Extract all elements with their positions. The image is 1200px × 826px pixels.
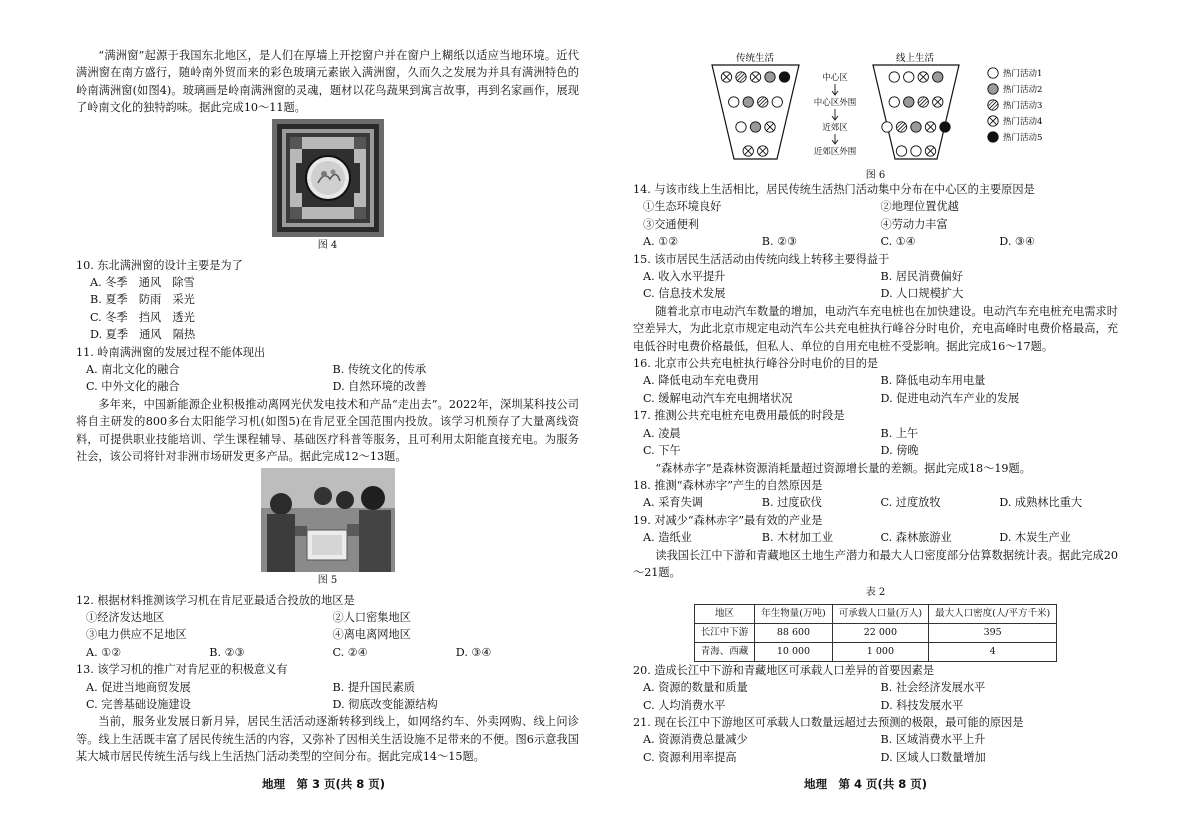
- legend-label: 热门活动1: [1003, 69, 1043, 79]
- q15-option-b: B. 居民消费偏好: [880, 270, 963, 284]
- activity-distribution-diagram: [633, 51, 1118, 163]
- q12-option-b: B. ②③: [209, 645, 245, 659]
- q20-option-b: B. 社会经济发展水平: [880, 681, 986, 695]
- q12-option-c: C. ②④: [332, 645, 368, 659]
- figure-4: [76, 119, 579, 255]
- intro-manchu-window: “满洲窗”起源于我国东北地区，是人们在厚墙上开挖窗户并在窗户上糊纸以适应当地环境。近代满洲窗在南方盛行，随岭南外贸而来的彩色玻璃元素嵌入满洲窗，久而久之发展为并具有满洲特色的岭南满洲窗(如图4)。玻璃画是岭南满洲窗的灵魂，题材以花鸟蔬果到寓言故事，再到名家画作，展现了岭南文化的独特韵味。据此完成10～11题。: [76, 49, 579, 115]
- legend-label: 热门活动4: [1003, 117, 1043, 127]
- q19-options: [633, 529, 1118, 546]
- zone-labels: [814, 72, 857, 157]
- q14-options: [633, 233, 1118, 250]
- online-marker-1: [911, 146, 921, 156]
- q14-item-4: ④劳动力丰富: [880, 217, 948, 231]
- q15-option-c: C. 信息技术发展: [643, 287, 726, 301]
- online-marker-1: [882, 122, 892, 132]
- q19-option-a: A. 造纸业: [643, 531, 692, 545]
- q21-option-b: B. 区域消费水平上升: [880, 733, 986, 747]
- q20-options: [633, 679, 1118, 714]
- table-cell: 4: [929, 642, 1057, 661]
- q12-stem: 12. 根据材料推测该学习机在肯尼亚最适合投放的地区是: [76, 593, 355, 607]
- q12-options: [76, 644, 579, 661]
- q14-option-c: C. ①④: [880, 235, 916, 249]
- legend-label: 热门活动2: [1003, 85, 1043, 95]
- table-header: 地区: [694, 604, 755, 623]
- zone-label: 近郊区: [822, 123, 848, 133]
- table-cell: 10 000: [755, 642, 832, 661]
- q13-options: [76, 679, 579, 714]
- q18-option-b: B. 过度砍伐: [761, 496, 822, 510]
- q21-option-a: A. 资源消费总量减少: [643, 733, 748, 747]
- intro-forest-deficit: “森林赤字”是森林资源消耗量超过资源增长量的差额。据此完成18～19题。: [655, 461, 1031, 475]
- q20-option-d: D. 科技发展水平: [880, 698, 964, 712]
- q12-item-2: ②人口密集地区: [332, 610, 411, 624]
- figure-5-caption: 图 5: [317, 574, 338, 586]
- table-cell: 22 000: [832, 623, 928, 642]
- zone-label: 近郊区外围: [813, 147, 857, 157]
- intro-population-table: 读我国长江中下游和青藏地区土地生产潜力和最大人口密度部分估算数据统计表。据此完成20～21题。: [633, 548, 1118, 579]
- q10-option-c: C. 冬季 挡风 透光: [90, 310, 195, 324]
- q17-option-b: B. 上午: [880, 426, 919, 440]
- online-trapezoid: [873, 65, 959, 159]
- q17-option-a: A. 凌晨: [643, 426, 681, 440]
- q14-option-b: B. ②③: [761, 235, 798, 249]
- q11-options: [76, 361, 579, 396]
- intro-ev-charging: 随着北京市电动汽车数量的增加，电动汽车充电桩也在加快建设。电动汽车充电桩充电需求时空差异大，为此北京市规定电动汽车公共充电桩执行峰谷分时电价，充电高峰时电费价格最高，充电低谷时电费价格最低，但私人、单位的自用充电桩不受影响。据此完成16～17题。: [633, 304, 1118, 353]
- q16-option-d: D. 促进电动汽车产业的发展: [880, 391, 1020, 405]
- q18-option-d: D. 成熟林比重大: [999, 496, 1083, 510]
- online-marker-1: [889, 97, 899, 107]
- online-marker-2: [911, 122, 921, 132]
- table-cell: 395: [929, 623, 1057, 642]
- q13-stem: 13. 该学习机的推广对肯尼亚的积极意义有: [76, 663, 288, 677]
- q21-option-c: C. 资源利用率提高: [643, 750, 737, 764]
- q20-option-c: C. 人均消费水平: [643, 698, 726, 712]
- q20-option-a: A. 资源的数量和质量: [643, 681, 748, 695]
- q11-option-b: B. 传统文化的传承: [332, 363, 427, 377]
- q17-option-d: D. 傍晚: [880, 444, 919, 458]
- traditional-marker-2: [750, 122, 760, 132]
- intro-online-life: 当前，服务业发展日新月异，居民生活活动逐渐转移到线上，如网络约车、外卖网购、线上问诊等。线上生活既丰富了居民传统生活的内容，又弥补了因相关生活设施不足带来的不便。图6示意我国某大城市居民传统生活与线上生活热门活动类型的空间分布。据此完成14～15题。: [76, 715, 579, 764]
- zone-label: 中心区外围: [813, 98, 857, 108]
- online-marker-1: [904, 72, 914, 82]
- q10-option-d: D. 夏季 通风 隔热: [90, 328, 196, 342]
- q18-option-a: A. 采育失调: [643, 496, 703, 510]
- q16-option-c: C. 缓解电动汽车充电拥堵状况: [643, 391, 793, 405]
- table-cell: 88 600: [755, 623, 832, 642]
- q15-option-a: A. 收入水平提升: [643, 270, 726, 284]
- online-life-title: 线上生活: [895, 53, 935, 64]
- q17-options: [633, 425, 1118, 460]
- q13-option-d: D. 彻底改变能源结构: [332, 697, 438, 711]
- q19-stem: 19. 对减少“森林赤字”最有效的产业是: [633, 513, 823, 527]
- q18-stem: 18. 推测“森林赤字”产生的自然原因是: [633, 478, 823, 492]
- table-header: 最大人口密度(人/平方千米): [929, 604, 1057, 623]
- table-cell: 长江中下游: [694, 623, 755, 642]
- online-marker-1: [896, 146, 906, 156]
- students-photo: [261, 468, 395, 572]
- q12-item-1: ①经济发达地区: [86, 610, 165, 624]
- q11-option-a: A. 南北文化的融合: [86, 363, 180, 377]
- legend-marker-5: [988, 132, 998, 142]
- traditional-marker-2: [765, 72, 775, 82]
- population-table: [694, 604, 1057, 662]
- right-column: [633, 51, 1118, 766]
- q15-stem: 15. 该市居民生活活动由传统向线上转移主要得益于: [633, 252, 890, 266]
- q10-stem: 10. 东北满洲窗的设计主要是为了: [76, 258, 243, 272]
- table-row: [694, 642, 1056, 661]
- q17-option-c: C. 下午: [643, 444, 681, 458]
- intro-solar: 多年来，中国新能源企业积极推动离网光伏发电技术和产品“走出去”。2022年，深圳某科技公司将自主研发的800多台太阳能学习机(如图5)在肯尼亚全国范围内投放。该学习机预存了大量离线资料，可提供职业技能培训、学生课程辅导、基础医疗科普等服务，且可利用太阳能直接充电。为服务社会，该公司将针对非洲市场研发更多产品。据此完成12～13题。: [76, 397, 579, 464]
- q19-option-d: D. 木炭生产业: [999, 531, 1071, 545]
- q11-option-d: D. 自然环境的改善: [332, 380, 427, 394]
- q14-items: [633, 198, 1118, 233]
- legend-label: 热门活动3: [1003, 101, 1043, 111]
- legend-marker-2: [988, 84, 998, 94]
- q14-option-d: D. ③④: [999, 235, 1035, 249]
- q21-option-d: D. 区域人口数量增加: [880, 750, 986, 764]
- q13-option-b: B. 提升国民素质: [332, 680, 415, 694]
- q11-option-c: C. 中外文化的融合: [86, 380, 180, 394]
- q15-option-d: D. 人口规模扩大: [880, 287, 964, 301]
- q12-item-4: ④离电离网地区: [332, 628, 411, 642]
- figure-6: [633, 51, 1118, 181]
- legend-marker-1: [988, 68, 998, 78]
- q18-options: [633, 494, 1118, 511]
- page-footer-left: 地理 第 3 页(共 8 页): [262, 777, 386, 791]
- table-header-row: [694, 604, 1056, 623]
- traditional-marker-2: [743, 97, 753, 107]
- q14-stem: 14. 与该市线上生活相比，居民传统生活热门活动集中分布在中心区的主要原因是: [633, 183, 1035, 196]
- q19-option-b: B. 木材加工业: [761, 531, 834, 545]
- q20-stem: 20. 造成长江中下游和青藏地区可承载人口差异的首要因素是: [633, 663, 935, 677]
- q14-option-a: A. ①②: [643, 235, 679, 249]
- table-header: 可承载人口量(万人): [832, 604, 928, 623]
- figure-5: [76, 468, 579, 590]
- manchu-window-image: [272, 119, 384, 237]
- q10-option-a: A. 冬季 通风 除雪: [90, 276, 195, 290]
- q16-option-a: A. 降低电动车充电费用: [643, 374, 759, 388]
- table-header: 年生物量(万吨): [755, 604, 832, 623]
- activity-legend: [988, 68, 1043, 143]
- q16-options: [633, 372, 1118, 407]
- table-2-caption: 表 2: [865, 587, 886, 599]
- traditional-life-title: 传统生活: [735, 53, 775, 64]
- q12-option-d: D. ③④: [455, 645, 492, 659]
- zone-label: 中心区: [822, 73, 848, 83]
- online-marker-5: [940, 122, 950, 132]
- table-cell: 1 000: [832, 642, 928, 661]
- figure-6-caption: 图 6: [865, 170, 886, 181]
- q21-options: [633, 731, 1118, 766]
- online-activity-markers: [882, 72, 950, 156]
- q16-stem: 16. 北京市公共充电桩执行峰谷分时电价的目的是: [633, 357, 879, 371]
- q10-options: [76, 274, 579, 344]
- traditional-marker-1: [772, 97, 782, 107]
- q12-items: [76, 609, 579, 644]
- traditional-marker-5: [779, 72, 789, 82]
- page-footer-right: 地理 第 4 页(共 8 页): [804, 777, 928, 791]
- online-marker-1: [889, 72, 899, 82]
- q13-option-c: C. 完善基础设施建设: [86, 697, 191, 711]
- online-marker-2: [904, 97, 914, 107]
- q12-item-3: ③电力供应不足地区: [86, 628, 187, 642]
- q11-stem: 11. 岭南满洲窗的发展过程不能体现出: [76, 345, 266, 359]
- q13-option-a: A. 促进当地商贸发展: [86, 680, 191, 694]
- traditional-activity-markers: [721, 72, 789, 156]
- legend-label: 热门活动5: [1003, 133, 1043, 143]
- q21-stem: 21. 现在长江中下游地区可承载人口数量远超过去预测的极限，最可能的原因是: [633, 715, 1024, 729]
- table-cell: 青海、西藏: [694, 642, 755, 661]
- q14-item-3: ③交通便利: [643, 217, 699, 231]
- q15-options: [633, 268, 1118, 303]
- q12-option-a: A. ①②: [86, 645, 122, 659]
- q14-item-1: ①生态环境良好: [643, 200, 722, 214]
- q19-option-c: C. 森林旅游业: [880, 531, 952, 545]
- q14-item-2: ②地理位置优越: [880, 200, 959, 214]
- online-marker-2: [933, 72, 943, 82]
- figure-4-caption: 图 4: [317, 239, 338, 251]
- traditional-marker-1: [736, 122, 746, 132]
- left-column: [76, 47, 579, 766]
- q16-option-b: B. 降低电动车用电量: [880, 374, 986, 388]
- q17-stem: 17. 推测公共充电桩充电费用最低的时段是: [633, 409, 845, 423]
- q10-option-b: B. 夏季 防雨 采光: [90, 293, 195, 307]
- q18-option-c: C. 过度放牧: [880, 496, 941, 510]
- table-row: [694, 623, 1056, 642]
- traditional-marker-1: [729, 97, 739, 107]
